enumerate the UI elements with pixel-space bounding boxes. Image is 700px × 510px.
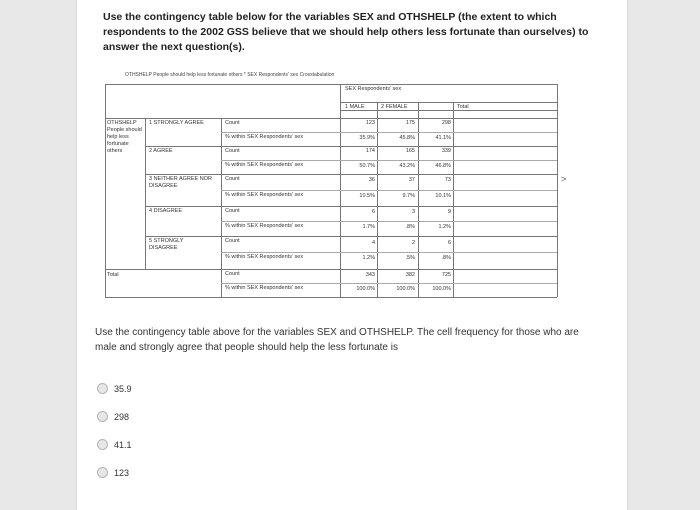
answer-option[interactable] — [97, 467, 129, 478]
cell-pct: .8% — [405, 224, 415, 230]
cell-count: 175 — [405, 120, 415, 126]
count-label: Count — [225, 238, 240, 244]
cell-count: 6 — [447, 240, 451, 246]
pct-label: % within SEX Respondents' sex — [225, 162, 304, 168]
crosstab-table — [105, 84, 557, 297]
cell-count: 339 — [441, 148, 451, 154]
chevron-right-icon: > — [561, 174, 567, 184]
row-label: 1 STRONGLY AGREE — [149, 120, 204, 126]
cell-count: 725 — [441, 272, 451, 278]
cell-pct: 10.1% — [435, 193, 451, 199]
cell-pct: 43.2% — [399, 163, 415, 169]
cell-pct: .8% — [441, 255, 451, 261]
row-label: 3 NEITHER AGREE NOR DISAGREE — [149, 176, 212, 189]
pct-label: % within SEX Respondents' sex — [225, 134, 304, 140]
option-label: 35.9 — [114, 383, 132, 394]
row-label: 2 AGREE — [149, 148, 173, 154]
count-label: Count — [225, 120, 240, 126]
pct-label: % within SEX Respondents' sex — [225, 285, 304, 291]
cell-pct: 1.2% — [438, 224, 451, 230]
col-header-male: 1 MALE — [345, 104, 365, 110]
cell-pct: 1.2% — [362, 255, 375, 261]
cell-pct: 35.9% — [359, 135, 375, 141]
radio-button[interactable] — [97, 411, 108, 422]
question-intro: Use the contingency table below for the variables SEX and OTHSHELP (the extent to which respondents to the 2002 GSS believe that we should help others less fortunate than ourselves) to answer the next question(s). — [103, 11, 589, 53]
option-label: 123 — [114, 467, 130, 478]
cell-count: 298 — [441, 120, 451, 126]
cell-count: 174 — [365, 148, 375, 154]
cell-pct: .5% — [405, 255, 415, 261]
cell-pct: 10.5% — [359, 193, 375, 199]
radio-button[interactable] — [97, 467, 108, 478]
count-label: Count — [225, 271, 240, 277]
answer-option[interactable] — [97, 439, 132, 450]
cell-pct: 100.0% — [396, 286, 415, 292]
cell-pct: 1.7% — [362, 224, 375, 230]
option-label: 298 — [114, 411, 130, 422]
cell-pct: 100.0% — [356, 286, 375, 292]
cell-pct: 50.7% — [359, 163, 375, 169]
total-row-label: Total — [107, 272, 119, 278]
cell-count: 36 — [368, 177, 375, 183]
cell-count: 6 — [371, 209, 375, 215]
cell-count: 37 — [408, 177, 415, 183]
cell-pct: 9.7% — [402, 193, 415, 199]
pct-label: % within SEX Respondents' sex — [225, 254, 304, 260]
question-prompt: Use the contingency table above for the variables SEX and OTHSHELP. The cell frequency for those who are male and strongly agree that people should help the less fortunate is — [95, 327, 579, 353]
answer-option[interactable] — [97, 383, 132, 394]
cell-count: 4 — [371, 240, 375, 246]
cell-count: 3 — [411, 209, 415, 215]
row-label: 4 DISAGREE — [149, 208, 183, 214]
count-label: Count — [225, 176, 240, 182]
option-label: 41.1 — [114, 439, 132, 450]
pct-label: % within SEX Respondents' sex — [225, 192, 304, 198]
crosstab-title: OTHSHELP People should help less fortunate others * SEX Respondents' sex Crosstabulation — [125, 72, 335, 78]
cell-pct: 100.0% — [432, 286, 451, 292]
cell-pct: 46.8% — [435, 163, 451, 169]
row-variable-label: OTHSHELP People should help less fortunate others — [107, 120, 142, 154]
count-label: Count — [225, 208, 240, 214]
col-header-total: Total — [457, 104, 469, 110]
radio-button[interactable] — [97, 383, 108, 394]
cell-pct: 45.8% — [399, 135, 415, 141]
cell-count: 165 — [405, 148, 415, 154]
cell-count: 382 — [405, 272, 415, 278]
pct-label: % within SEX Respondents' sex — [225, 223, 304, 229]
col-group-header: SEX Respondents' sex — [345, 86, 402, 92]
row-label: 5 STRONGLY DISAGREE — [149, 238, 184, 251]
cell-count: 2 — [411, 240, 415, 246]
radio-button[interactable] — [97, 439, 108, 450]
question-card — [77, 0, 627, 510]
cell-count: 9 — [447, 209, 451, 215]
cell-count: 73 — [444, 177, 451, 183]
cell-count: 343 — [365, 272, 375, 278]
cell-count: 123 — [365, 120, 375, 126]
count-label: Count — [225, 148, 240, 154]
cell-pct: 41.1% — [435, 135, 451, 141]
col-header-female: 2 FEMALE — [381, 104, 408, 110]
answer-option[interactable] — [97, 411, 129, 422]
